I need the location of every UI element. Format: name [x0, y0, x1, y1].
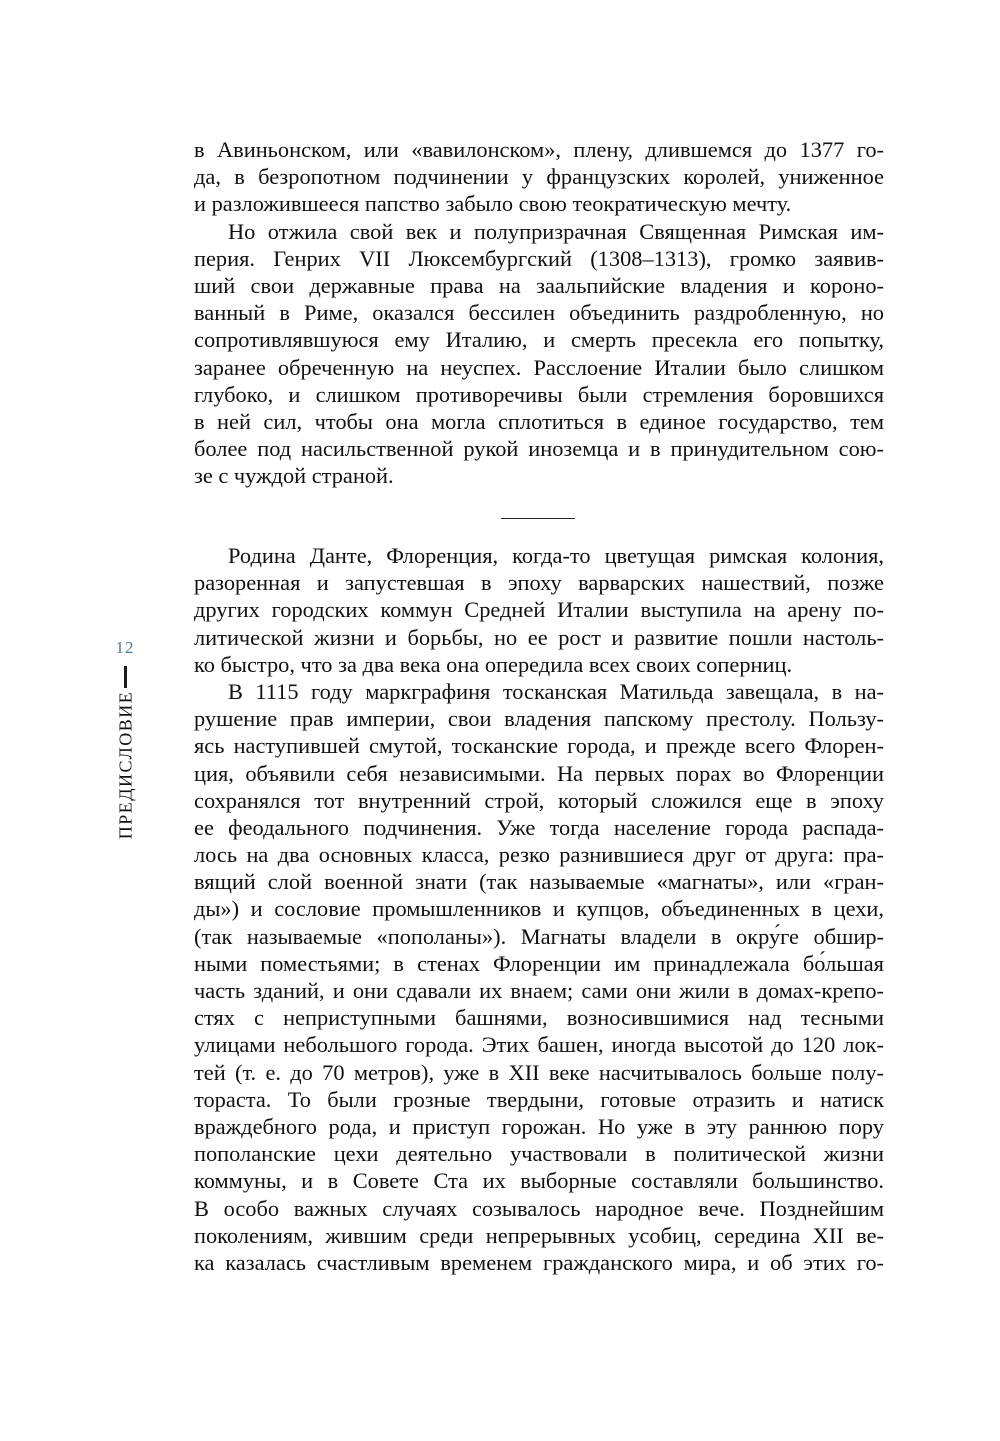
text-line: более под насильственной рукой иноземца и в принудительном сою- — [194, 436, 884, 462]
text-line: поколениям, жившим среди непрерывных усобиц, середина XII ве- — [194, 1222, 884, 1248]
text-line: коммуны, и в Совете Ста их выборные составляли большинство. — [194, 1168, 884, 1194]
text-line: часть зданий, и они сдавали их внаем; сами они жили в домах-крепо- — [194, 978, 884, 1003]
text-line: ее феодального подчинения. Уже тогда население города распада- — [194, 814, 884, 840]
text-line: ший свои державные права на заальпийские владения и короно- — [194, 272, 884, 298]
text-line: тораста. То были грозные твердыни, готовые отразить и натиск — [194, 1086, 884, 1112]
text-line: ды») и сословие промышленников и купцов, объединенных в цехи, — [194, 896, 884, 922]
text-section-1 — [194, 136, 884, 489]
text-line: других городских коммун Средней Италии выступила на арену по- — [194, 597, 884, 623]
text-line: лось на два основных класса, резко разнившиеся друг от друга: пра- — [194, 842, 884, 868]
text-line: перия. Генрих VII Люксембургский (1308–1313), громко заявив- — [194, 245, 884, 271]
text-line: и разложившееся папство забыло свою теократическую мечту. — [194, 191, 792, 217]
text-line: в Авиньонском, или «вавилонском», плену, длившемся до 1377 го- — [194, 137, 884, 162]
text-line: ция, объявили себя независимыми. На первых порах во Флоренции — [194, 760, 884, 786]
text-line: ными поместьями; в стенах Флоренции им принадлежала бо́льшая — [194, 950, 884, 976]
text-line: ясь наступившей смутой, тосканские города, и прежде всего Флорен- — [194, 733, 884, 759]
text-line: ко быстро, что за два века она опередила всех своих соперниц. — [194, 651, 793, 677]
text-line: В особо важных случаях созывалось народное вече. Позднейшим — [194, 1195, 884, 1221]
text-line: В 1115 году маркграфиня тосканская Матильда завещала, в на- — [228, 678, 884, 704]
text-line: литической жизни и борьбы, но ее рост и развитие пошли настоль- — [194, 624, 884, 650]
text-section-2 — [194, 542, 884, 1276]
running-head: ПРЕДИСЛОВИЕ — [115, 690, 136, 840]
text-line: разоренная и запустевшая в эпоху варварских нашествий, позже — [194, 570, 884, 596]
text-line: ванный в Риме, оказался бессилен объединить раздробленную, но — [194, 300, 884, 326]
text-line: стях с неприступными башнями, возносившимися над тесными — [194, 1005, 884, 1031]
text-line: улицами небольшого города. Этих башен, иногда высотой до 120 лок- — [194, 1032, 884, 1058]
text-line: сопротивлявшуюся ему Италию, и смерть пресекла его попытку, — [194, 327, 884, 353]
text-line: заранее обреченную на неуспех. Расслоение Италии было слишком — [194, 354, 884, 380]
text-line: Родина Данте, Флоренция, когда-то цветущая римская колония, — [228, 543, 884, 568]
text-line: Но отжила свой век и полупризрачная Священная Римская им- — [228, 218, 884, 244]
text-line: зе с чуждой страной. — [194, 463, 394, 489]
text-line: пополанские цехи деятельно участвовали в политической жизни — [194, 1141, 884, 1167]
text-line: сохранялся тот внутренний строй, который сложился еще в эпоху — [194, 787, 884, 813]
text-line: ка казалась счастливым временем гражданского мира, и об этих го- — [194, 1249, 884, 1275]
text-line: враждебного рода, и приступ горожан. Но уже в эту раннюю пору — [194, 1113, 884, 1139]
margin-rule — [124, 666, 127, 688]
text-line: вящий слой военной знати (так называемые «магнаты», или «гран- — [194, 869, 884, 895]
text-line: в ней сил, чтобы она могла сплотиться в единое государство, тем — [194, 408, 884, 434]
text-line: глубоко, и слишком противоречивы были стремления боровшихся — [194, 381, 884, 407]
text-line: (так называемые «пополаны»). Магнаты владели в окру́ге обшир- — [194, 923, 884, 949]
text-line: тей (т. е. до 70 метров), уже в XII веке насчитывалось больше полу- — [194, 1059, 884, 1085]
text-line: да, в безропотном подчинении у французских королей, униженное — [194, 164, 884, 190]
page-number: 12 — [115, 638, 135, 657]
text-line: рушение прав империи, свои владения папскому престолу. Пользу- — [194, 706, 884, 732]
section-divider — [501, 518, 575, 519]
